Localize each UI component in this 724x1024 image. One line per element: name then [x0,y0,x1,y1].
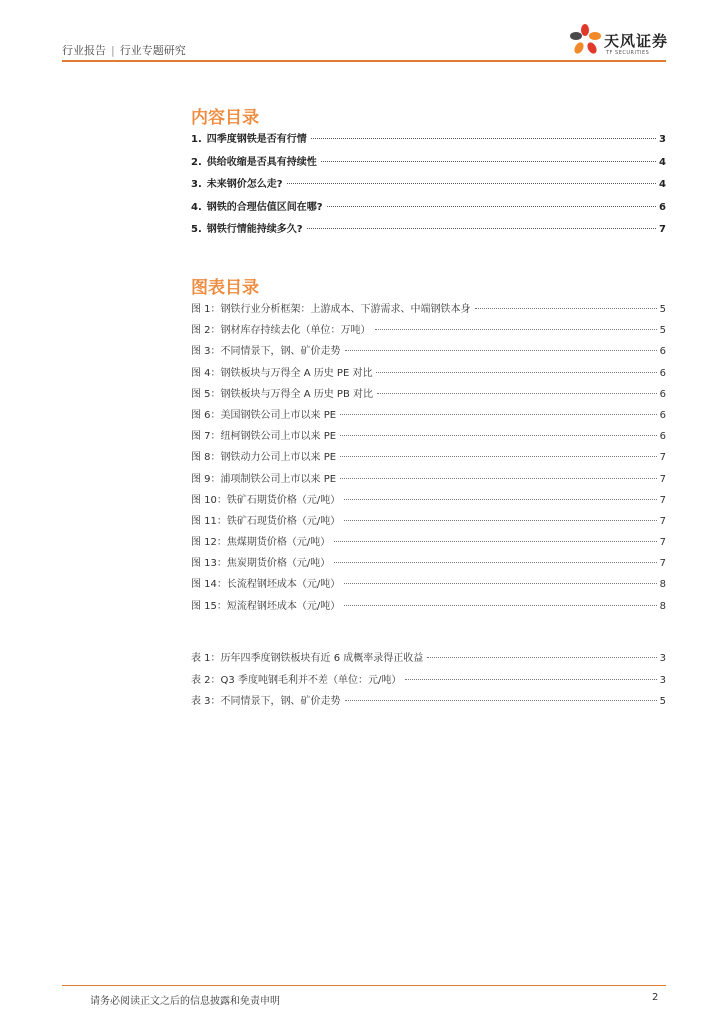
footer-disclaimer: 请务必阅读正文之后的信息披露和免责申明 [90,996,280,1007]
figure-entry-label: 图 5：钢铁板块与万得全 A 历史 PB 对比 [191,388,373,400]
dot-leader [344,583,656,584]
report-category [62,42,186,58]
figure-entry-label: 图 10：铁矿石期货价格（元/吨） [191,494,341,506]
figure-entry[interactable] [191,406,666,427]
header-divider [62,60,666,62]
table-entry-page: 3 [659,653,666,664]
figure-entry-page: 6 [659,367,666,379]
figure-entry-page: 7 [659,452,666,464]
figure-entry[interactable] [191,321,666,342]
figure-entry-page: 6 [659,388,666,400]
figure-entry-page: 8 [659,600,666,612]
figure-entry[interactable] [191,342,666,363]
toc-entry-label: 5. 钢铁行情能持续多久? [191,224,303,235]
dot-leader [340,414,657,415]
figures-title: 图表目录 [191,278,259,298]
figure-entry-page: 6 [659,431,666,443]
figure-entry[interactable] [191,448,666,469]
logo-name-cn: 天风证券 [604,32,669,50]
tf-flower-logo-icon [568,22,604,58]
figure-entry-label: 图 11：铁矿石现货价格（元/吨） [191,515,341,527]
dot-leader [311,138,656,139]
figure-entry[interactable] [191,385,666,406]
page-number: 2 [652,992,659,1003]
dot-leader [334,541,656,542]
figure-entry[interactable] [191,364,666,385]
figure-entry[interactable] [191,300,666,321]
figure-entry-page: 8 [659,579,666,591]
header-separator: | [111,44,115,57]
figure-entry-label: 图 1：钢铁行业分析框架：上游成本、下游需求、中端钢铁本身 [191,304,471,315]
table-entry[interactable] [191,649,666,671]
figure-entry[interactable] [191,470,666,491]
dot-leader [287,183,656,184]
logo-name-en: TF SECURITIES [606,50,650,56]
figure-entry-label: 图 6：美国钢铁公司上市以来 PE [191,409,337,421]
figure-entry-page: 7 [659,473,666,485]
dot-leader [340,435,657,436]
table-entry-page: 5 [659,696,666,707]
figure-entry-page: 7 [659,494,666,506]
table-entry-page: 3 [659,674,666,686]
dot-leader [475,308,657,309]
figure-entry-label: 图 3：不同情景下，钢、矿价走势 [191,346,341,358]
figures-list [191,300,666,618]
figure-entry-page: 7 [659,537,666,549]
figure-entry-page: 6 [659,409,666,421]
figure-entry-label: 图 15：短流程钢坯成本（元/吨） [191,600,341,612]
dot-leader [405,679,656,680]
subcategory-label: 行业专题研究 [119,44,186,57]
figure-entry[interactable] [191,554,666,575]
table-entry[interactable] [191,692,666,714]
figure-entry[interactable] [191,533,666,554]
figure-entry-label: 图 7：纽柯钢铁公司上市以来 PE [191,431,337,443]
figure-entry-page: 7 [659,558,666,570]
toc-entry[interactable] [191,175,666,198]
toc-entry-label: 4. 钢铁的合理估值区间在哪? [191,201,323,213]
figure-entry-label: 图 8：钢铁动力公司上市以来 PE [191,452,337,464]
table-entry-label: 表 1：历年四季度钢铁板块有近 6 成概率录得正收益 [191,653,424,664]
dot-leader [377,393,657,394]
figure-entry-page: 5 [659,325,666,337]
figure-entry[interactable] [191,491,666,512]
toc-entry[interactable] [191,130,666,153]
toc-entry-label: 1. 四季度钢铁是否有行情 [191,134,307,145]
dot-leader [376,372,656,373]
figure-entry[interactable] [191,512,666,533]
toc-entry-page: 4 [659,156,666,168]
figure-entry[interactable] [191,427,666,448]
toc-entry-label: 3. 未来钢价怎么走? [191,179,283,190]
table-entry-label: 表 3：不同情景下，钢、矿价走势 [191,696,341,707]
dot-leader [334,562,656,563]
dot-leader [345,350,657,351]
table-entry[interactable] [191,671,666,693]
dot-leader [340,456,657,457]
table-entry-label: 表 2：Q3 季度吨钢毛利并不差（单位：元/吨） [191,674,402,686]
toc-entry[interactable] [191,198,666,221]
contents-title: 内容目录 [191,108,259,128]
toc-entry-page: 3 [659,134,666,145]
dot-leader [345,700,657,701]
figure-entry[interactable] [191,575,666,596]
figure-entry-label: 图 2：钢材库存持续去化（单位：万吨） [191,325,371,337]
dot-leader [344,520,656,521]
figure-entry[interactable] [191,597,666,618]
toc-entry-label: 2. 供给收缩是否具有持续性 [191,156,317,168]
figure-entry-page: 5 [659,304,666,315]
page-header [0,0,724,62]
dot-leader [344,605,656,606]
dot-leader [321,161,656,162]
figure-entry-label: 图 12：焦煤期货价格（元/吨） [191,537,331,549]
dot-leader [344,499,656,500]
dot-leader [327,206,656,207]
dot-leader [375,329,657,330]
contents-list [191,130,666,243]
footer-divider [62,985,666,986]
dot-leader [427,657,656,658]
dot-leader [340,478,657,479]
figure-entry-label: 图 4：钢铁板块与万得全 A 历史 PE 对比 [191,367,373,379]
toc-entry-page: 6 [659,201,666,213]
figure-entry-label: 图 9：浦项制铁公司上市以来 PE [191,473,337,485]
figure-entry-label: 图 14：长流程钢坯成本（元/吨） [191,579,341,591]
company-logo [568,22,678,60]
toc-entry-page: 7 [659,224,666,235]
figure-entry-label: 图 13：焦炭期货价格（元/吨） [191,558,331,570]
tables-list [191,649,666,714]
toc-entry[interactable] [191,220,666,243]
dot-leader [307,228,656,229]
figure-entry-page: 7 [659,515,666,527]
toc-entry-page: 4 [659,179,666,190]
toc-entry[interactable] [191,153,666,176]
category-label: 行业报告 [62,44,106,57]
figure-entry-page: 6 [659,346,666,358]
